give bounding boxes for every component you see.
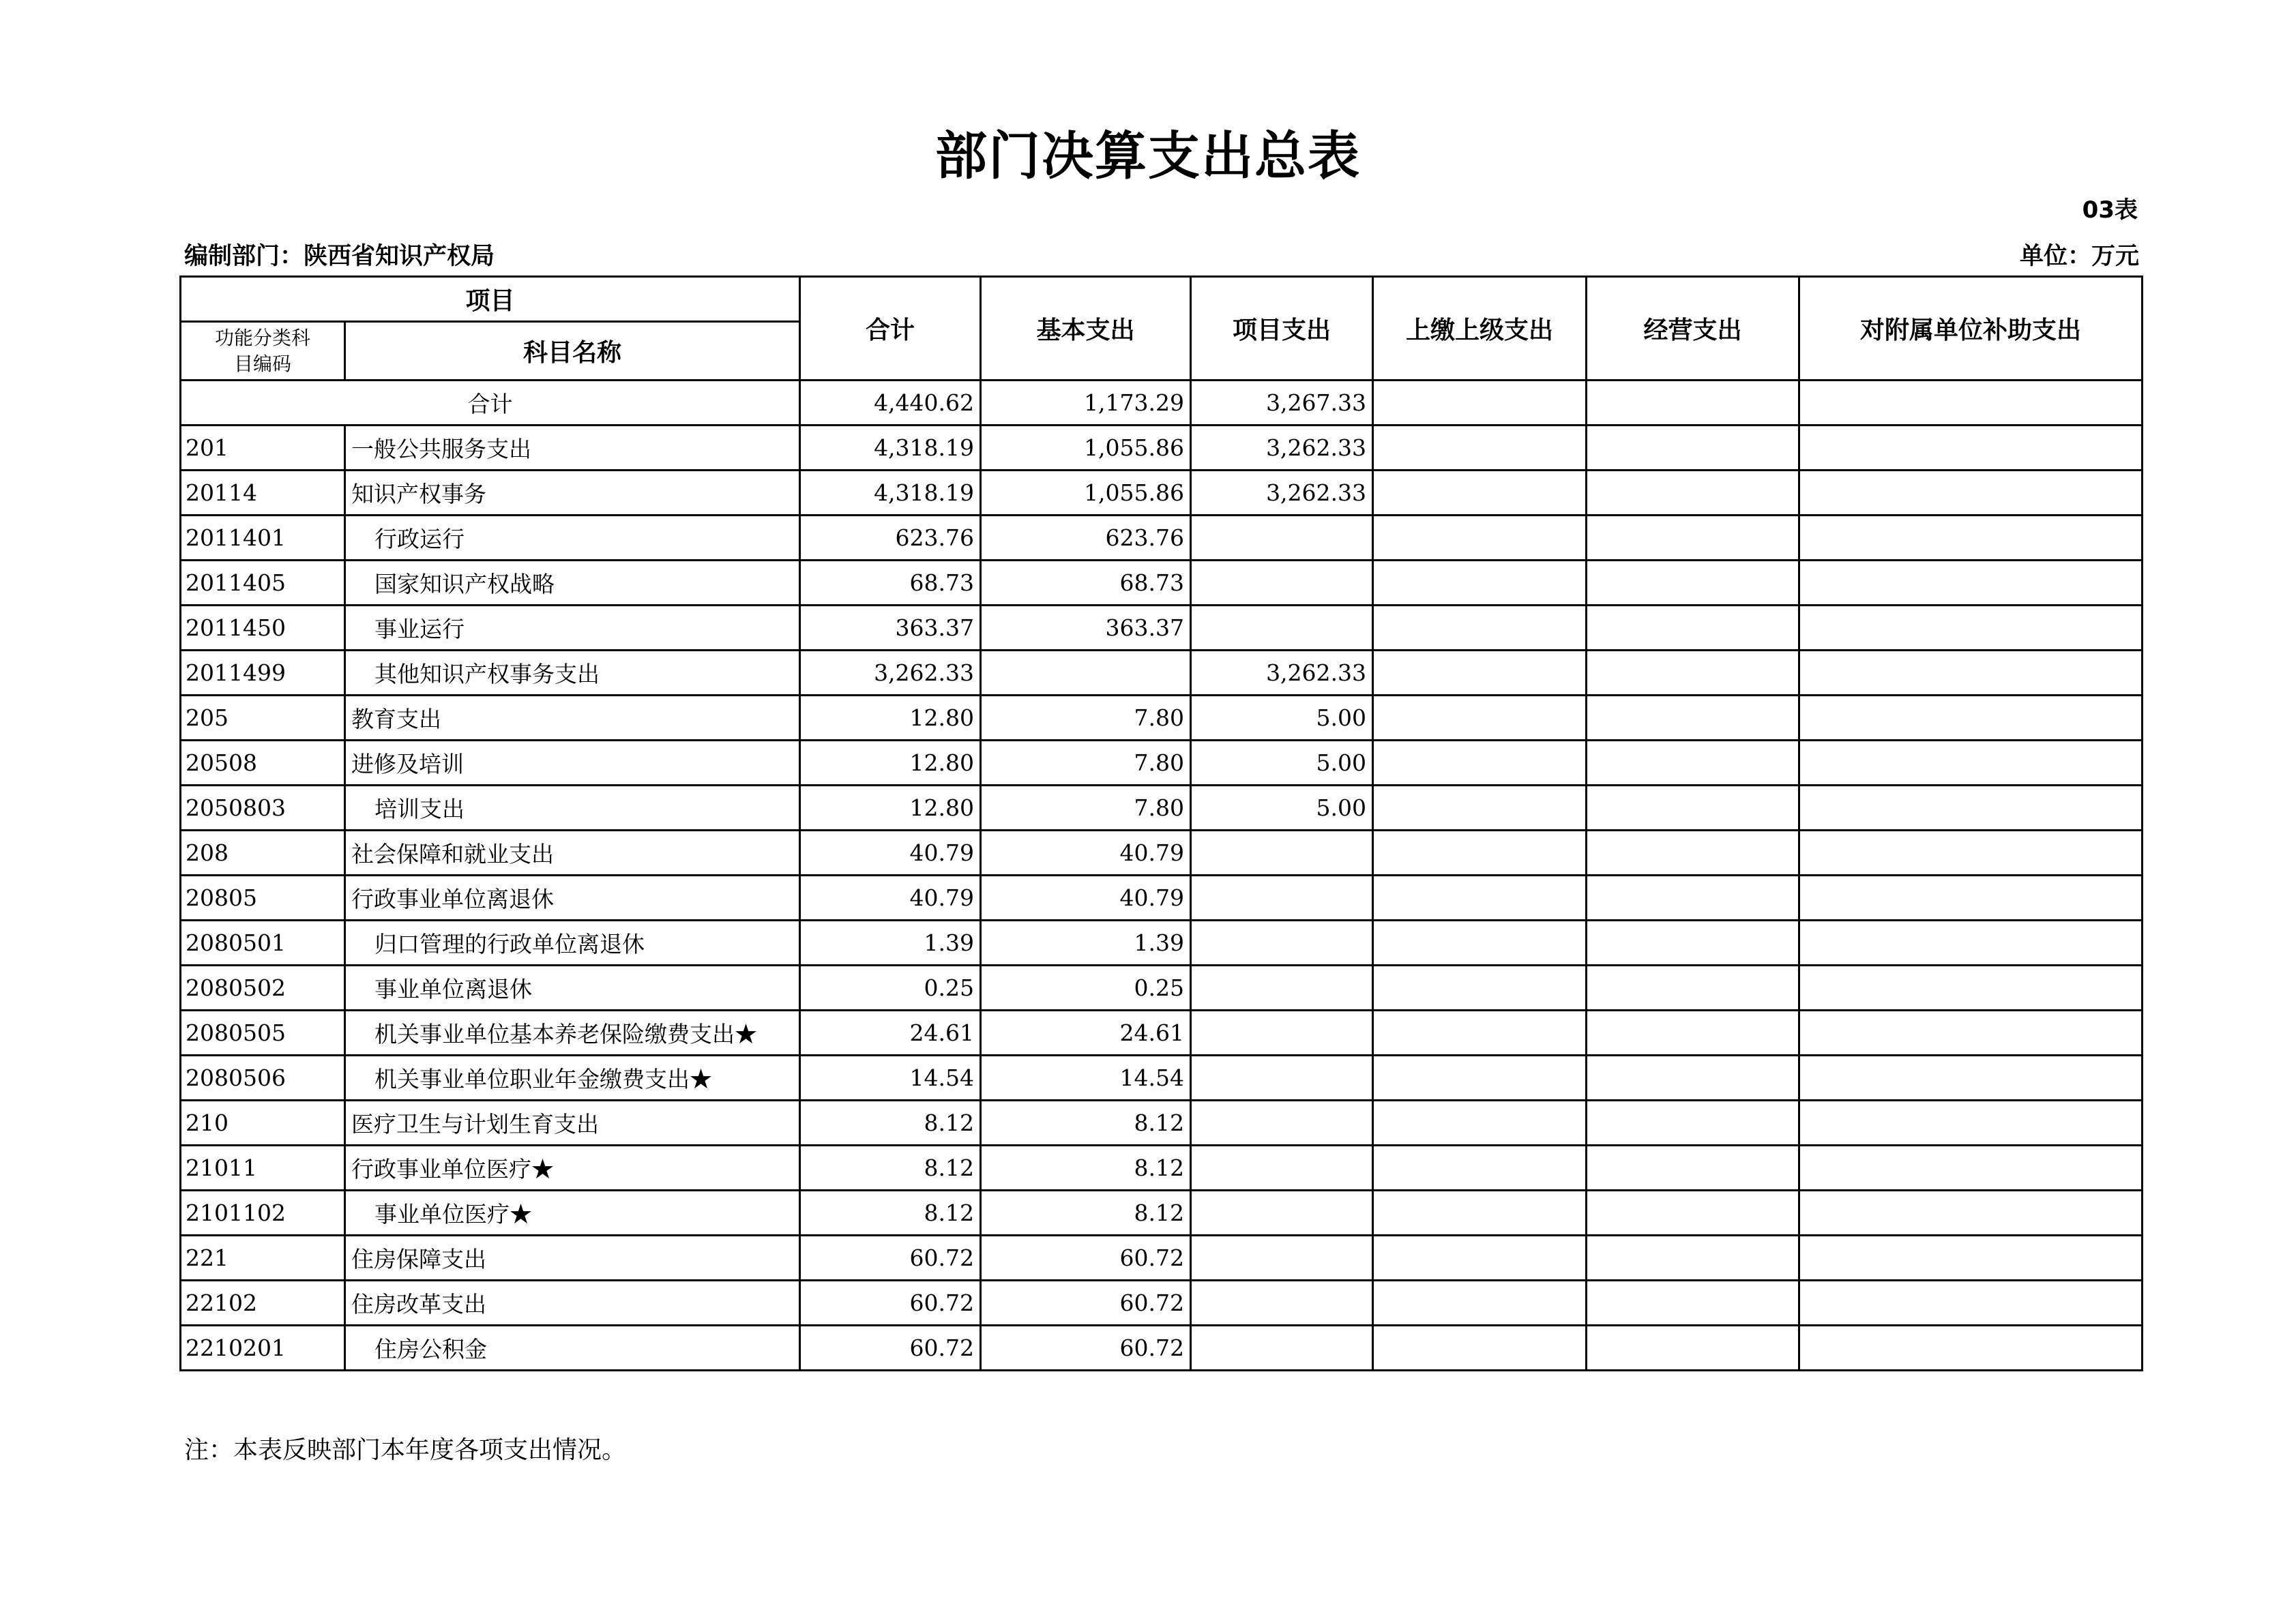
row-subsidy: [1799, 1056, 2143, 1101]
row-basic: 0.25: [981, 966, 1191, 1011]
table-row: [181, 741, 2143, 786]
row-upper: [1373, 1281, 1587, 1326]
row-code: 2050803: [181, 786, 345, 831]
row-basic: 60.72: [981, 1326, 1191, 1371]
row-name: 住房公积金: [345, 1326, 800, 1371]
row-basic: 14.54: [981, 1056, 1191, 1101]
row-name: 事业运行: [345, 606, 800, 651]
row-subsidy: [1799, 561, 2143, 606]
row-business: [1587, 696, 1799, 741]
row-name: 医疗卫生与计划生育支出: [345, 1101, 800, 1146]
row-total: 623.76: [800, 516, 981, 561]
row-upper: [1373, 1056, 1587, 1101]
row-subsidy: [1799, 426, 2143, 471]
row-code: 20805: [181, 876, 345, 921]
unit-label: 单位：万元: [2019, 243, 2139, 270]
row-upper: [1373, 561, 1587, 606]
row-name: 教育支出: [345, 696, 800, 741]
row-basic: 8.12: [981, 1101, 1191, 1146]
row-total: 8.12: [800, 1146, 981, 1191]
table-row: [181, 876, 2143, 921]
row-item: [1191, 606, 1373, 651]
row-basic: 7.80: [981, 696, 1191, 741]
row-code: 20508: [181, 741, 345, 786]
row-business: [1587, 561, 1799, 606]
row-code: 2210201: [181, 1326, 345, 1371]
row-upper: [1373, 1191, 1587, 1236]
row-code: 22102: [181, 1281, 345, 1326]
row-name: 培训支出: [345, 786, 800, 831]
row-code: 210: [181, 1101, 345, 1146]
table-row: [181, 696, 2143, 741]
page-title: 部门决算支出总表: [935, 125, 1361, 186]
row-subsidy: [1799, 921, 2143, 966]
row-item: 3,262.33: [1191, 471, 1373, 516]
table-row: [181, 786, 2143, 831]
row-name: 一般公共服务支出: [345, 426, 800, 471]
row-business: [1587, 831, 1799, 876]
total-label: 合计: [181, 381, 800, 426]
row-code: 2011450: [181, 606, 345, 651]
row-name: 住房保障支出: [345, 1236, 800, 1281]
table-number: 03表: [2082, 196, 2138, 224]
row-item: 3,262.33: [1191, 426, 1373, 471]
row-subsidy: [1799, 966, 2143, 1011]
row-business: [1587, 1281, 1799, 1326]
header-code-text: 功能分类科目编码: [215, 326, 311, 375]
table-row: [181, 966, 2143, 1011]
table-row: [181, 1146, 2143, 1191]
header-upper: 上缴上级支出: [1373, 277, 1587, 381]
row-name: 事业单位离退休: [345, 966, 800, 1011]
row-item: [1191, 1056, 1373, 1101]
row-code: 205: [181, 696, 345, 741]
table-row: [181, 1326, 2143, 1371]
row-business: [1587, 1236, 1799, 1281]
row-upper: [1373, 876, 1587, 921]
row-business: [1587, 1146, 1799, 1191]
table-row: [181, 1281, 2143, 1326]
row-subsidy: [1799, 651, 2143, 696]
header-row-1: [181, 277, 2143, 322]
row-total: 3,262.33: [800, 651, 981, 696]
row-total: 12.80: [800, 696, 981, 741]
row-code: 20114: [181, 471, 345, 516]
row-basic: 7.80: [981, 786, 1191, 831]
row-name: 行政运行: [345, 516, 800, 561]
table-row: [181, 831, 2143, 876]
row-item: [1191, 1281, 1373, 1326]
row-business: [1587, 606, 1799, 651]
header-code: [181, 322, 345, 381]
table-row: [181, 1101, 2143, 1146]
row-item: [1191, 876, 1373, 921]
row-business: [1587, 876, 1799, 921]
table-row: [181, 606, 2143, 651]
header-business: 经营支出: [1587, 277, 1799, 381]
total-total: 4,440.62: [800, 381, 981, 426]
total-subsidy: [1799, 381, 2143, 426]
row-basic: 1,055.86: [981, 426, 1191, 471]
row-name: 其他知识产权事务支出: [345, 651, 800, 696]
table-row: [181, 516, 2143, 561]
row-upper: [1373, 1011, 1587, 1056]
row-total: 8.12: [800, 1101, 981, 1146]
row-basic: 40.79: [981, 831, 1191, 876]
row-name: 行政事业单位医疗★: [345, 1146, 800, 1191]
row-item: [1191, 831, 1373, 876]
row-business: [1587, 651, 1799, 696]
row-upper: [1373, 921, 1587, 966]
header-total: 合计: [800, 277, 981, 381]
row-upper: [1373, 651, 1587, 696]
row-basic: 623.76: [981, 516, 1191, 561]
total-basic: 1,173.29: [981, 381, 1191, 426]
row-total: 1.39: [800, 921, 981, 966]
row-upper: [1373, 606, 1587, 651]
expenditure-table: [179, 276, 2143, 1371]
row-subsidy: [1799, 786, 2143, 831]
row-total: 68.73: [800, 561, 981, 606]
table-row: [181, 651, 2143, 696]
table-row: [181, 1236, 2143, 1281]
row-basic: 8.12: [981, 1191, 1191, 1236]
row-upper: [1373, 1146, 1587, 1191]
row-code: 2011401: [181, 516, 345, 561]
row-name: 进修及培训: [345, 741, 800, 786]
row-code: 2080506: [181, 1056, 345, 1101]
row-total: 0.25: [800, 966, 981, 1011]
table-row: [181, 921, 2143, 966]
row-basic: 24.61: [981, 1011, 1191, 1056]
row-basic: 1,055.86: [981, 471, 1191, 516]
row-subsidy: [1799, 1281, 2143, 1326]
row-basic: 1.39: [981, 921, 1191, 966]
row-business: [1587, 471, 1799, 516]
row-total: 12.80: [800, 741, 981, 786]
row-business: [1587, 1191, 1799, 1236]
row-subsidy: [1799, 1011, 2143, 1056]
row-total: 60.72: [800, 1236, 981, 1281]
header-name: 科目名称: [345, 322, 800, 381]
row-item: 5.00: [1191, 741, 1373, 786]
row-upper: [1373, 966, 1587, 1011]
row-upper: [1373, 1236, 1587, 1281]
table-row: [181, 426, 2143, 471]
row-subsidy: [1799, 1146, 2143, 1191]
row-total: 12.80: [800, 786, 981, 831]
row-code: 21011: [181, 1146, 345, 1191]
row-code: 2080505: [181, 1011, 345, 1056]
row-name: 机关事业单位职业年金缴费支出★: [345, 1056, 800, 1101]
header-basic: 基本支出: [981, 277, 1191, 381]
row-subsidy: [1799, 741, 2143, 786]
row-total: 60.72: [800, 1326, 981, 1371]
total-item: 3,267.33: [1191, 381, 1373, 426]
row-basic: 40.79: [981, 876, 1191, 921]
header-item: 项目支出: [1191, 277, 1373, 381]
row-subsidy: [1799, 471, 2143, 516]
row-code: 201: [181, 426, 345, 471]
row-item: 5.00: [1191, 696, 1373, 741]
row-subsidy: [1799, 1236, 2143, 1281]
row-basic: [981, 651, 1191, 696]
row-business: [1587, 786, 1799, 831]
row-name: 国家知识产权战略: [345, 561, 800, 606]
row-total: 60.72: [800, 1281, 981, 1326]
row-item: [1191, 966, 1373, 1011]
row-name: 事业单位医疗★: [345, 1191, 800, 1236]
row-subsidy: [1799, 696, 2143, 741]
row-name: 知识产权事务: [345, 471, 800, 516]
row-subsidy: [1799, 606, 2143, 651]
row-business: [1587, 1056, 1799, 1101]
row-basic: 60.72: [981, 1236, 1191, 1281]
row-item: [1191, 1146, 1373, 1191]
table-row: [181, 561, 2143, 606]
row-business: [1587, 1011, 1799, 1056]
row-subsidy: [1799, 516, 2143, 561]
row-item: [1191, 561, 1373, 606]
row-basic: 68.73: [981, 561, 1191, 606]
row-name: 社会保障和就业支出: [345, 831, 800, 876]
row-total: 40.79: [800, 876, 981, 921]
row-code: 2080502: [181, 966, 345, 1011]
header-subsidy: 对附属单位补助支出: [1799, 277, 2143, 381]
row-subsidy: [1799, 876, 2143, 921]
row-total: 14.54: [800, 1056, 981, 1101]
total-upper: [1373, 381, 1587, 426]
row-code: 221: [181, 1236, 345, 1281]
row-basic: 363.37: [981, 606, 1191, 651]
table-row: [181, 1191, 2143, 1236]
row-item: 5.00: [1191, 786, 1373, 831]
row-business: [1587, 1101, 1799, 1146]
row-business: [1587, 741, 1799, 786]
compiling-department: 编制部门：陕西省知识产权局: [184, 243, 495, 270]
row-upper: [1373, 1326, 1587, 1371]
row-upper: [1373, 1101, 1587, 1146]
row-name: 归口管理的行政单位离退休: [345, 921, 800, 966]
row-basic: 60.72: [981, 1281, 1191, 1326]
header-project: 项目: [181, 277, 800, 322]
table-row: [181, 471, 2143, 516]
row-basic: 8.12: [981, 1146, 1191, 1191]
row-business: [1587, 966, 1799, 1011]
row-code: 2011499: [181, 651, 345, 696]
row-upper: [1373, 471, 1587, 516]
row-total: 40.79: [800, 831, 981, 876]
row-basic: 7.80: [981, 741, 1191, 786]
row-code: 2080501: [181, 921, 345, 966]
total-business: [1587, 381, 1799, 426]
row-name: 行政事业单位离退休: [345, 876, 800, 921]
row-total: 363.37: [800, 606, 981, 651]
row-subsidy: [1799, 1191, 2143, 1236]
row-code: 208: [181, 831, 345, 876]
row-business: [1587, 921, 1799, 966]
row-name: 住房改革支出: [345, 1281, 800, 1326]
row-total: 4,318.19: [800, 471, 981, 516]
table-row: [181, 1011, 2143, 1056]
row-code: 2011405: [181, 561, 345, 606]
row-item: [1191, 516, 1373, 561]
row-subsidy: [1799, 1101, 2143, 1146]
row-subsidy: [1799, 831, 2143, 876]
row-upper: [1373, 831, 1587, 876]
row-item: [1191, 1101, 1373, 1146]
row-total: 4,318.19: [800, 426, 981, 471]
row-code: 2101102: [181, 1191, 345, 1236]
row-business: [1587, 516, 1799, 561]
row-upper: [1373, 426, 1587, 471]
row-item: [1191, 1326, 1373, 1371]
row-total: 24.61: [800, 1011, 981, 1056]
row-upper: [1373, 786, 1587, 831]
row-item: [1191, 1236, 1373, 1281]
row-upper: [1373, 516, 1587, 561]
row-total: 8.12: [800, 1191, 981, 1236]
row-name: 机关事业单位基本养老保险缴费支出★: [345, 1011, 800, 1056]
row-upper: [1373, 741, 1587, 786]
row-business: [1587, 1326, 1799, 1371]
total-row: [181, 381, 2143, 426]
row-upper: [1373, 696, 1587, 741]
row-item: [1191, 921, 1373, 966]
table-note: 注：本表反映部门本年度各项支出情况。: [184, 1436, 627, 1464]
row-subsidy: [1799, 1326, 2143, 1371]
row-business: [1587, 426, 1799, 471]
row-item: [1191, 1011, 1373, 1056]
row-item: 3,262.33: [1191, 651, 1373, 696]
table-row: [181, 1056, 2143, 1101]
row-item: [1191, 1191, 1373, 1236]
